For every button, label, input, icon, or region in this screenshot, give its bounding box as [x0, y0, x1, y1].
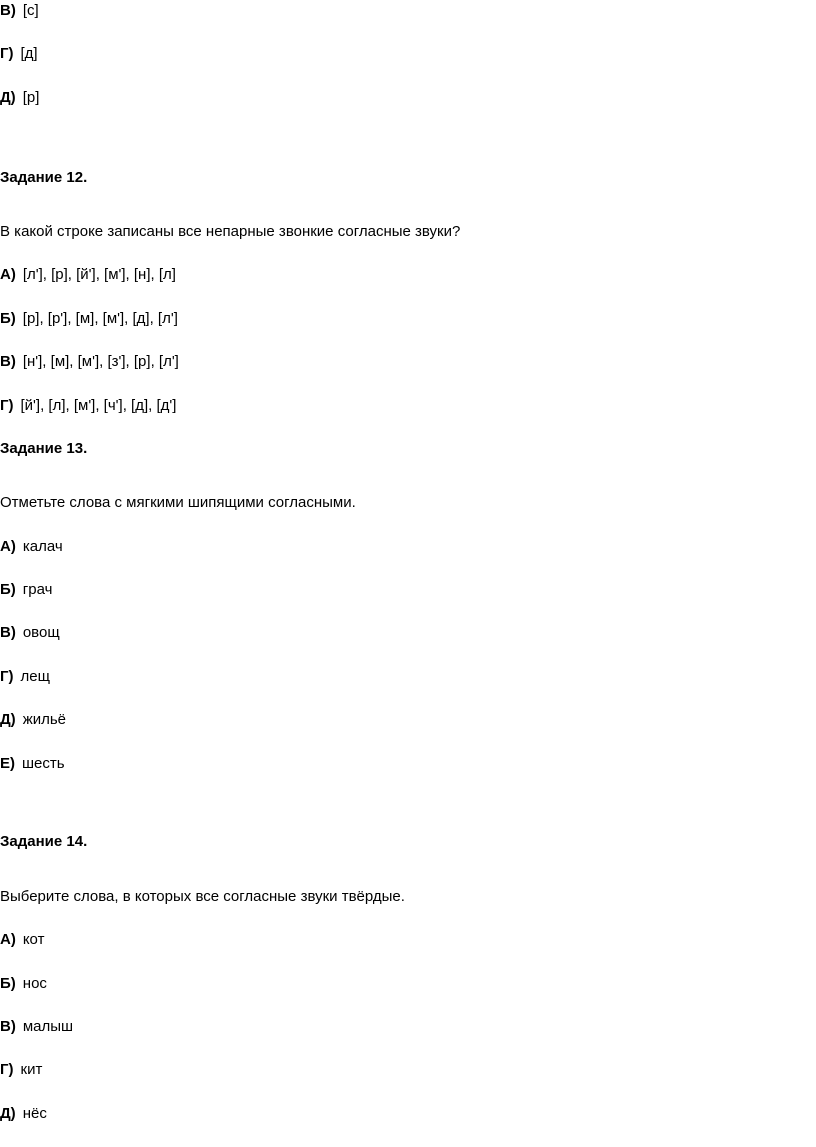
answer-option — [0, 309, 178, 329]
answer-option — [0, 537, 63, 557]
option-letter: А) — [0, 266, 16, 283]
answer-option — [0, 974, 47, 994]
option-letter: В) — [0, 353, 16, 370]
option-letter: Г) — [0, 397, 14, 414]
task-heading: Задание 12. — [0, 169, 88, 186]
option-text: нёс — [22, 1105, 47, 1122]
option-text: шесть — [22, 755, 65, 772]
option-letter: Б) — [0, 310, 16, 327]
answer-option — [0, 623, 60, 643]
task-heading: Задание 13. — [0, 440, 88, 457]
option-text: грач — [22, 581, 53, 598]
option-text: кот — [22, 931, 45, 948]
answer-option — [0, 1060, 42, 1080]
answer-option — [0, 396, 176, 416]
answer-option — [0, 44, 38, 64]
answer-option — [0, 710, 66, 730]
option-letter: Д) — [0, 1105, 16, 1122]
option-text: калач — [22, 538, 63, 555]
option-text: [р], [р'], [м], [м'], [д], [л'] — [22, 310, 178, 327]
option-text: [д] — [20, 45, 38, 62]
option-text: [н'], [м], [м'], [з'], [р], [л'] — [22, 353, 179, 370]
option-text: малыш — [22, 1018, 74, 1035]
option-text: [р] — [22, 89, 40, 106]
option-text: [л'], [р], [й'], [м'], [н], [л] — [22, 266, 176, 283]
option-text: овощ — [22, 624, 60, 641]
task-question: Отметьте слова с мягкими шипящими согласными. — [0, 494, 356, 511]
option-letter: Г) — [0, 668, 14, 685]
option-letter: А) — [0, 538, 16, 555]
option-letter: Г) — [0, 1061, 14, 1078]
option-letter: Д) — [0, 711, 16, 728]
option-text: жильё — [22, 711, 67, 728]
option-text: [й'], [л], [м'], [ч'], [д], [д'] — [20, 397, 177, 414]
answer-option — [0, 88, 39, 108]
option-letter: Г) — [0, 45, 14, 62]
answer-option — [0, 1, 39, 21]
option-text: [с] — [22, 2, 39, 19]
option-letter: Е) — [0, 755, 15, 772]
answer-option — [0, 580, 52, 600]
answer-option — [0, 667, 50, 687]
option-letter: Б) — [0, 581, 16, 598]
task-heading: Задание 14. — [0, 833, 88, 850]
task-question: В какой строке записаны все непарные звонкие согласные звуки? — [0, 223, 461, 240]
answer-option — [0, 265, 176, 285]
option-letter: Б) — [0, 975, 16, 992]
option-letter: В) — [0, 2, 16, 19]
option-letter: А) — [0, 931, 16, 948]
option-text: кит — [20, 1061, 43, 1078]
answer-option — [0, 754, 65, 774]
answer-option — [0, 930, 44, 950]
answer-option — [0, 352, 179, 372]
option-text: лещ — [20, 668, 50, 685]
answer-option — [0, 1104, 47, 1124]
task-question: Выберите слова, в которых все согласные звуки твёрдые. — [0, 888, 405, 905]
option-text: нос — [22, 975, 47, 992]
option-letter: В) — [0, 1018, 16, 1035]
answer-option — [0, 1017, 73, 1037]
option-letter: Д) — [0, 89, 16, 106]
option-letter: В) — [0, 624, 16, 641]
